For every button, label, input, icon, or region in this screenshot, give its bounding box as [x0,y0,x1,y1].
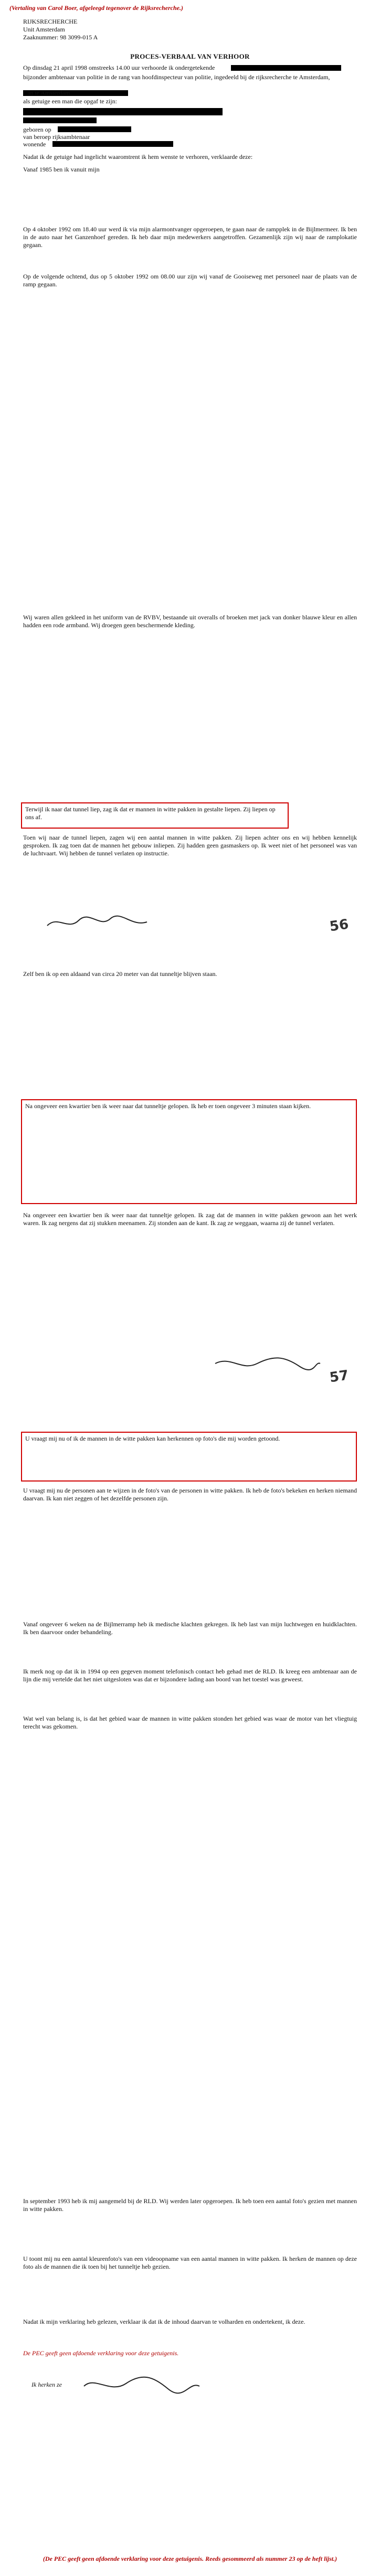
paragraph-15: Nadat ik mijn verklaring heb gelezen, verklaar ik dat ik de inhoud daarvan te volharden en ondertekent, ik deze. [23,2318,305,2325]
redaction-bar [231,65,341,71]
document-header [23,18,338,41]
signature-text: Ik herken ze [31,2381,62,2388]
paragraph-2-text: Vanaf 1985 ben ik vanuit mijn [23,166,100,173]
page-number: 56 [329,916,350,935]
paragraph-4: Op de volgende ochtend, dus op 5 oktober 1992 om 08.00 uur zijn wij vanaf de Gooiseweg met personeel naar de plaats van de ramp gegaan. [23,273,357,288]
intro-line-1: Op dinsdag 21 april 1998 omstreeks 14.00 uur verhoorde ik ondergetekende [23,64,215,71]
paragraph-10: Vanaf ongeveer 6 weken na de Bijlmerramp heb ik medische klachten gekregen. Ik heb last van mijn luchtwegen en huidklachten. Ik ben daarvoor onder behandeling. [23,1620,357,1636]
paragraph-3: Op 4 oktober 1992 om 18.40 uur werd ik via mijn alarmontvanger opgeroepen, te gaan naar de rampplek in de Bijlmermeer. Ik ben in de auto naar het Ganzenhoef gereden. Ik heb daar mijn medewerkers aangetroffen. Gezamenlijk zijn wij naar de ramplokatie gegaan. [23,226,357,249]
highlight-box-2-text: Na ongeveer een kwartier ben ik weer naar dat tunneltje gelopen. Ik heb er toen ongeveer 3 minuten staan kijken. [25,1102,311,1110]
intro-line-4: als getuige een man die opgaf te zijn: [23,98,117,105]
document-title: PROCES-VERBAAL VAN VERHOOR [130,52,250,60]
highlight-box-3-text: U vraagt mij nu of ik de mannen in de witte pakken kan herkennen op foto's die mij worden getoond. [25,1435,280,1442]
paragraph-13: In september 1993 heb ik mij aangemeld bij de RLD. Wij werden later opgeroepen. Ik heb toen een aantal foto's gezien met mannen in witte pakken. [23,2197,357,2213]
paragraph-12: Wat wel van belang is, is dat het gebied waar de mannen in witte pakken stonden het gebied was waar de motor van het vliegtuig terecht was gekomen. [23,1715,357,1730]
redaction-bar [23,117,97,123]
case-number: Zaaknummer: 98 3099-015 A [23,34,98,41]
redaction-bar [23,108,223,115]
redaction-bar [52,141,173,147]
signature-mark [210,1353,325,1374]
unit-name: Unit Amsterdam [23,26,65,33]
born-label: geboren op [23,126,51,133]
intro-line-3: in te Amsterdam [28,89,70,96]
paragraph-1: Nadat ik de getuige had ingelicht waaromtrent ik hem wenste te verhoren, verklaarde deze: [23,153,253,160]
paragraph-2 [23,166,357,223]
highlight-box-1 [21,802,289,829]
paragraph-16: De PEC geeft geen afdoende verklaring voor deze getuigenis. [23,2349,179,2357]
paragraph-7: Zelf ben ik op een aldaand van circa 20 meter van dat tunneltje blijven staan. [23,970,217,978]
paragraph-9: U vraagt mij nu de personen aan te wijzen in de foto's van de personen in witte pakken. Ik heb de foto's bekeken en herken niemand daarvan. Ik kan niet zeggen of het dezelfde personen zijn. [23,1487,357,1502]
translation-note: (Vertaling van Carol Boer, afgeleegd tegenover de Rijksrecherche.) [9,4,183,12]
page-number: 57 [329,1367,350,1386]
lives-label: wonende [23,141,46,148]
paragraph-8: Na ongeveer een kwartier ben ik weer naar dat tunneltje gelopen. Ik zag dat de mannen in witte pakken gewoon aan het werk waren. Ik zag nergens dat zij stukken meenamen. Zij stonden aan de kant. Ik zag ze weggaan, waarna zij de tunnel verlaten. [23,1211,357,1227]
highlight-box-1-text: Terwijl ik naar dat tunnel liep, zag ik dat er mannen in witte pakken in gestalte liepen. Zij liepen op ons af. [25,806,276,821]
job-label: van beroep rijksambtenaar [23,133,90,141]
paragraph-14: U toont mij nu een aantal kleurenfoto's van een videoopname van een aantal mannen in witte pakken. Ik herken de mannen op deze foto als de mannen die ik toen bij het tunneltje heb gezien. [23,2255,357,2270]
paragraph-11: Ik merk nog op dat ik in 1994 op een gegeven moment telefonisch contact heb gehad met de RLD. Ik kreeg een ambtenaar aan de lijn die mij vertelde dat het niet uitgesloten was dat er bijzondere lading aan boord van het toestel was geweest. [23,1668,357,1683]
signature-mark [42,913,168,933]
paragraph-5: Wij waren allen gekleed in het uniform van de RVBV, bestaande uit overalls of broeken met jack van donker blauwe kleur en allen hadden een rode armband. Wij droegen geen beschermende kleding. [23,614,357,629]
redaction-bar [58,126,131,132]
paragraph-6: Toen wij naar de tunnel liepen, zagen wij een aantal mannen in witte pakken. Zij liepen achter ons en wij hebben kennelijk gesproken. Ik zag toen dat de mannen het gebouw inliepen. Zij hadden geen gasmaskers op. Ik weet niet of het personeel was van de luchtvaart. Wij hebben de tunnel verlaten op instructie. [23,834,357,857]
intro-line-2: bijzonder ambtenaar van politie in de rang van hoofdinspecteur van politie, ingedeeld bij de rijksrecherche te Amsterdam, [23,73,330,81]
footer-note: (De PEC geeft geen afdoende verklaring voor deze getuigenis. Reeds gesommeerd als nummer 23 op de heft lijst.) [43,2555,337,2562]
highlight-box-3 [21,1432,357,1482]
signature-mark [79,2370,205,2397]
agency-name: RIJKSRECHERCHE [23,18,78,25]
highlight-box-2 [21,1099,357,1204]
